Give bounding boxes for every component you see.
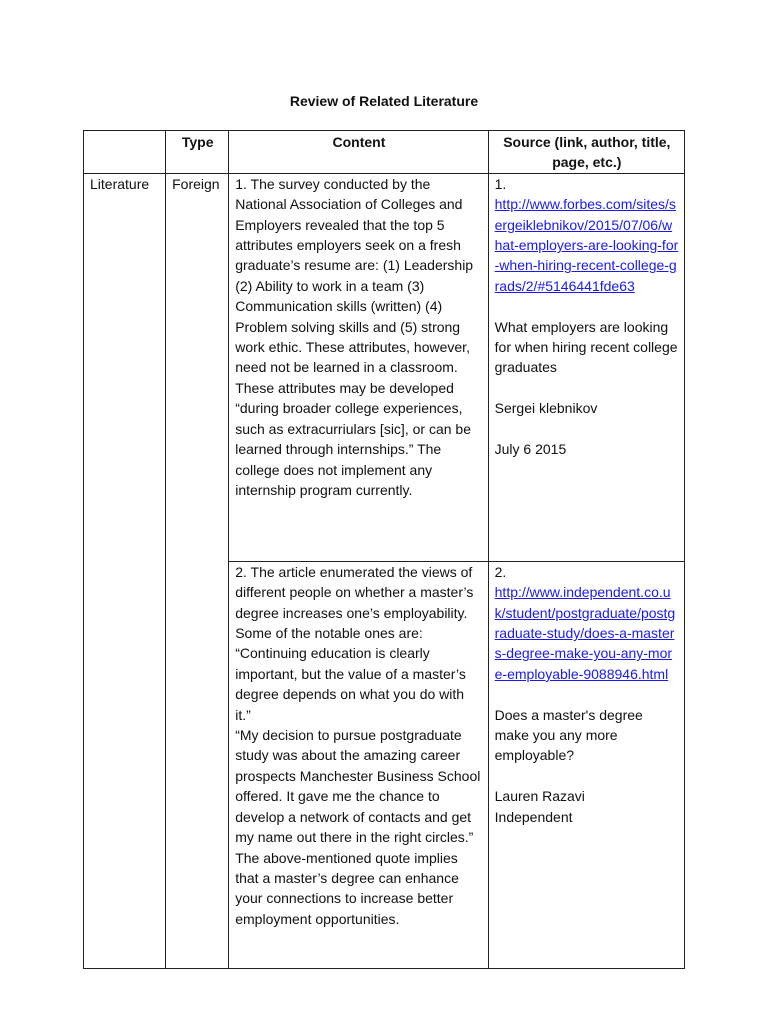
source-link[interactable]: http://www.independent.co.uk/student/postgraduate/postgraduate-study/does-a-masters-degree-make-you-any-more-employable-9088946.html xyxy=(494,584,676,682)
source-number: 2. xyxy=(494,563,507,580)
source-cell xyxy=(488,561,684,968)
source-publisher: Independent xyxy=(494,808,573,825)
row-type-cell: Foreign xyxy=(166,173,229,968)
source-date: July 6 2015 xyxy=(494,441,567,458)
content-cell xyxy=(229,561,488,968)
source-link[interactable]: http://www.forbes.com/sites/sergeiklebnikov/2015/07/06/what-employers-are-looking-for-when-hiring-recent-college-grads/2/#5146441fde63 xyxy=(494,196,679,294)
source-author: Lauren Razavi xyxy=(494,788,585,805)
header-cell-source: Source (link, author, title, page, etc.) xyxy=(488,131,684,174)
content-cell xyxy=(229,173,488,561)
content-paragraph: 2. The article enumerated the views of different people on whether a master’s degree increases one’s employability. Some of the notable ones are: xyxy=(235,563,474,642)
literature-table xyxy=(83,130,685,969)
source-title: Does a master's degree make you any more employable? xyxy=(494,706,643,764)
content-paragraph: The above-mentioned quote implies that a master’s degree can enhance your connections to increase better employment opportunities. xyxy=(235,849,459,927)
content-quote: “Continuing education is clearly important, but the value of a master’s degree depends on what you do with it.” xyxy=(235,645,466,723)
table-header-row xyxy=(84,131,685,174)
row-label-cell: Literature xyxy=(84,173,166,968)
source-title: What employers are looking for when hiring recent college graduates xyxy=(494,318,678,376)
table-row xyxy=(84,173,685,561)
source-number: 1. xyxy=(494,175,507,192)
content-paragraph: 1. The survey conducted by the National Association of Colleges and Employers revealed that the top 5 attributes employers seek on a fresh graduate’s resume are: (1) Leadership (2) Ability to work in a team (3) Communication skills (written) (4) Problem solving skills and (5) strong work ethic. These attributes, however, need not be learned in a classroom. These attributes may be developed “during broader college experiences, such as extracurriulars [sic], or can be learned through internships.” The college does not implement any internship program currently. xyxy=(235,175,474,498)
page-title: Review of Related Literature xyxy=(289,93,479,109)
source-cell xyxy=(488,173,684,561)
header-cell-empty xyxy=(84,131,166,174)
header-cell-content: Content xyxy=(229,131,488,174)
content-quote: “My decision to pursue postgraduate study was about the amazing career prospects Manchester Business School offered. It gave me the chance to develop a network of contacts and get my name out there in the right circles.” xyxy=(235,727,481,846)
source-author: Sergei klebnikov xyxy=(494,400,598,417)
header-cell-type: Type xyxy=(166,131,229,174)
